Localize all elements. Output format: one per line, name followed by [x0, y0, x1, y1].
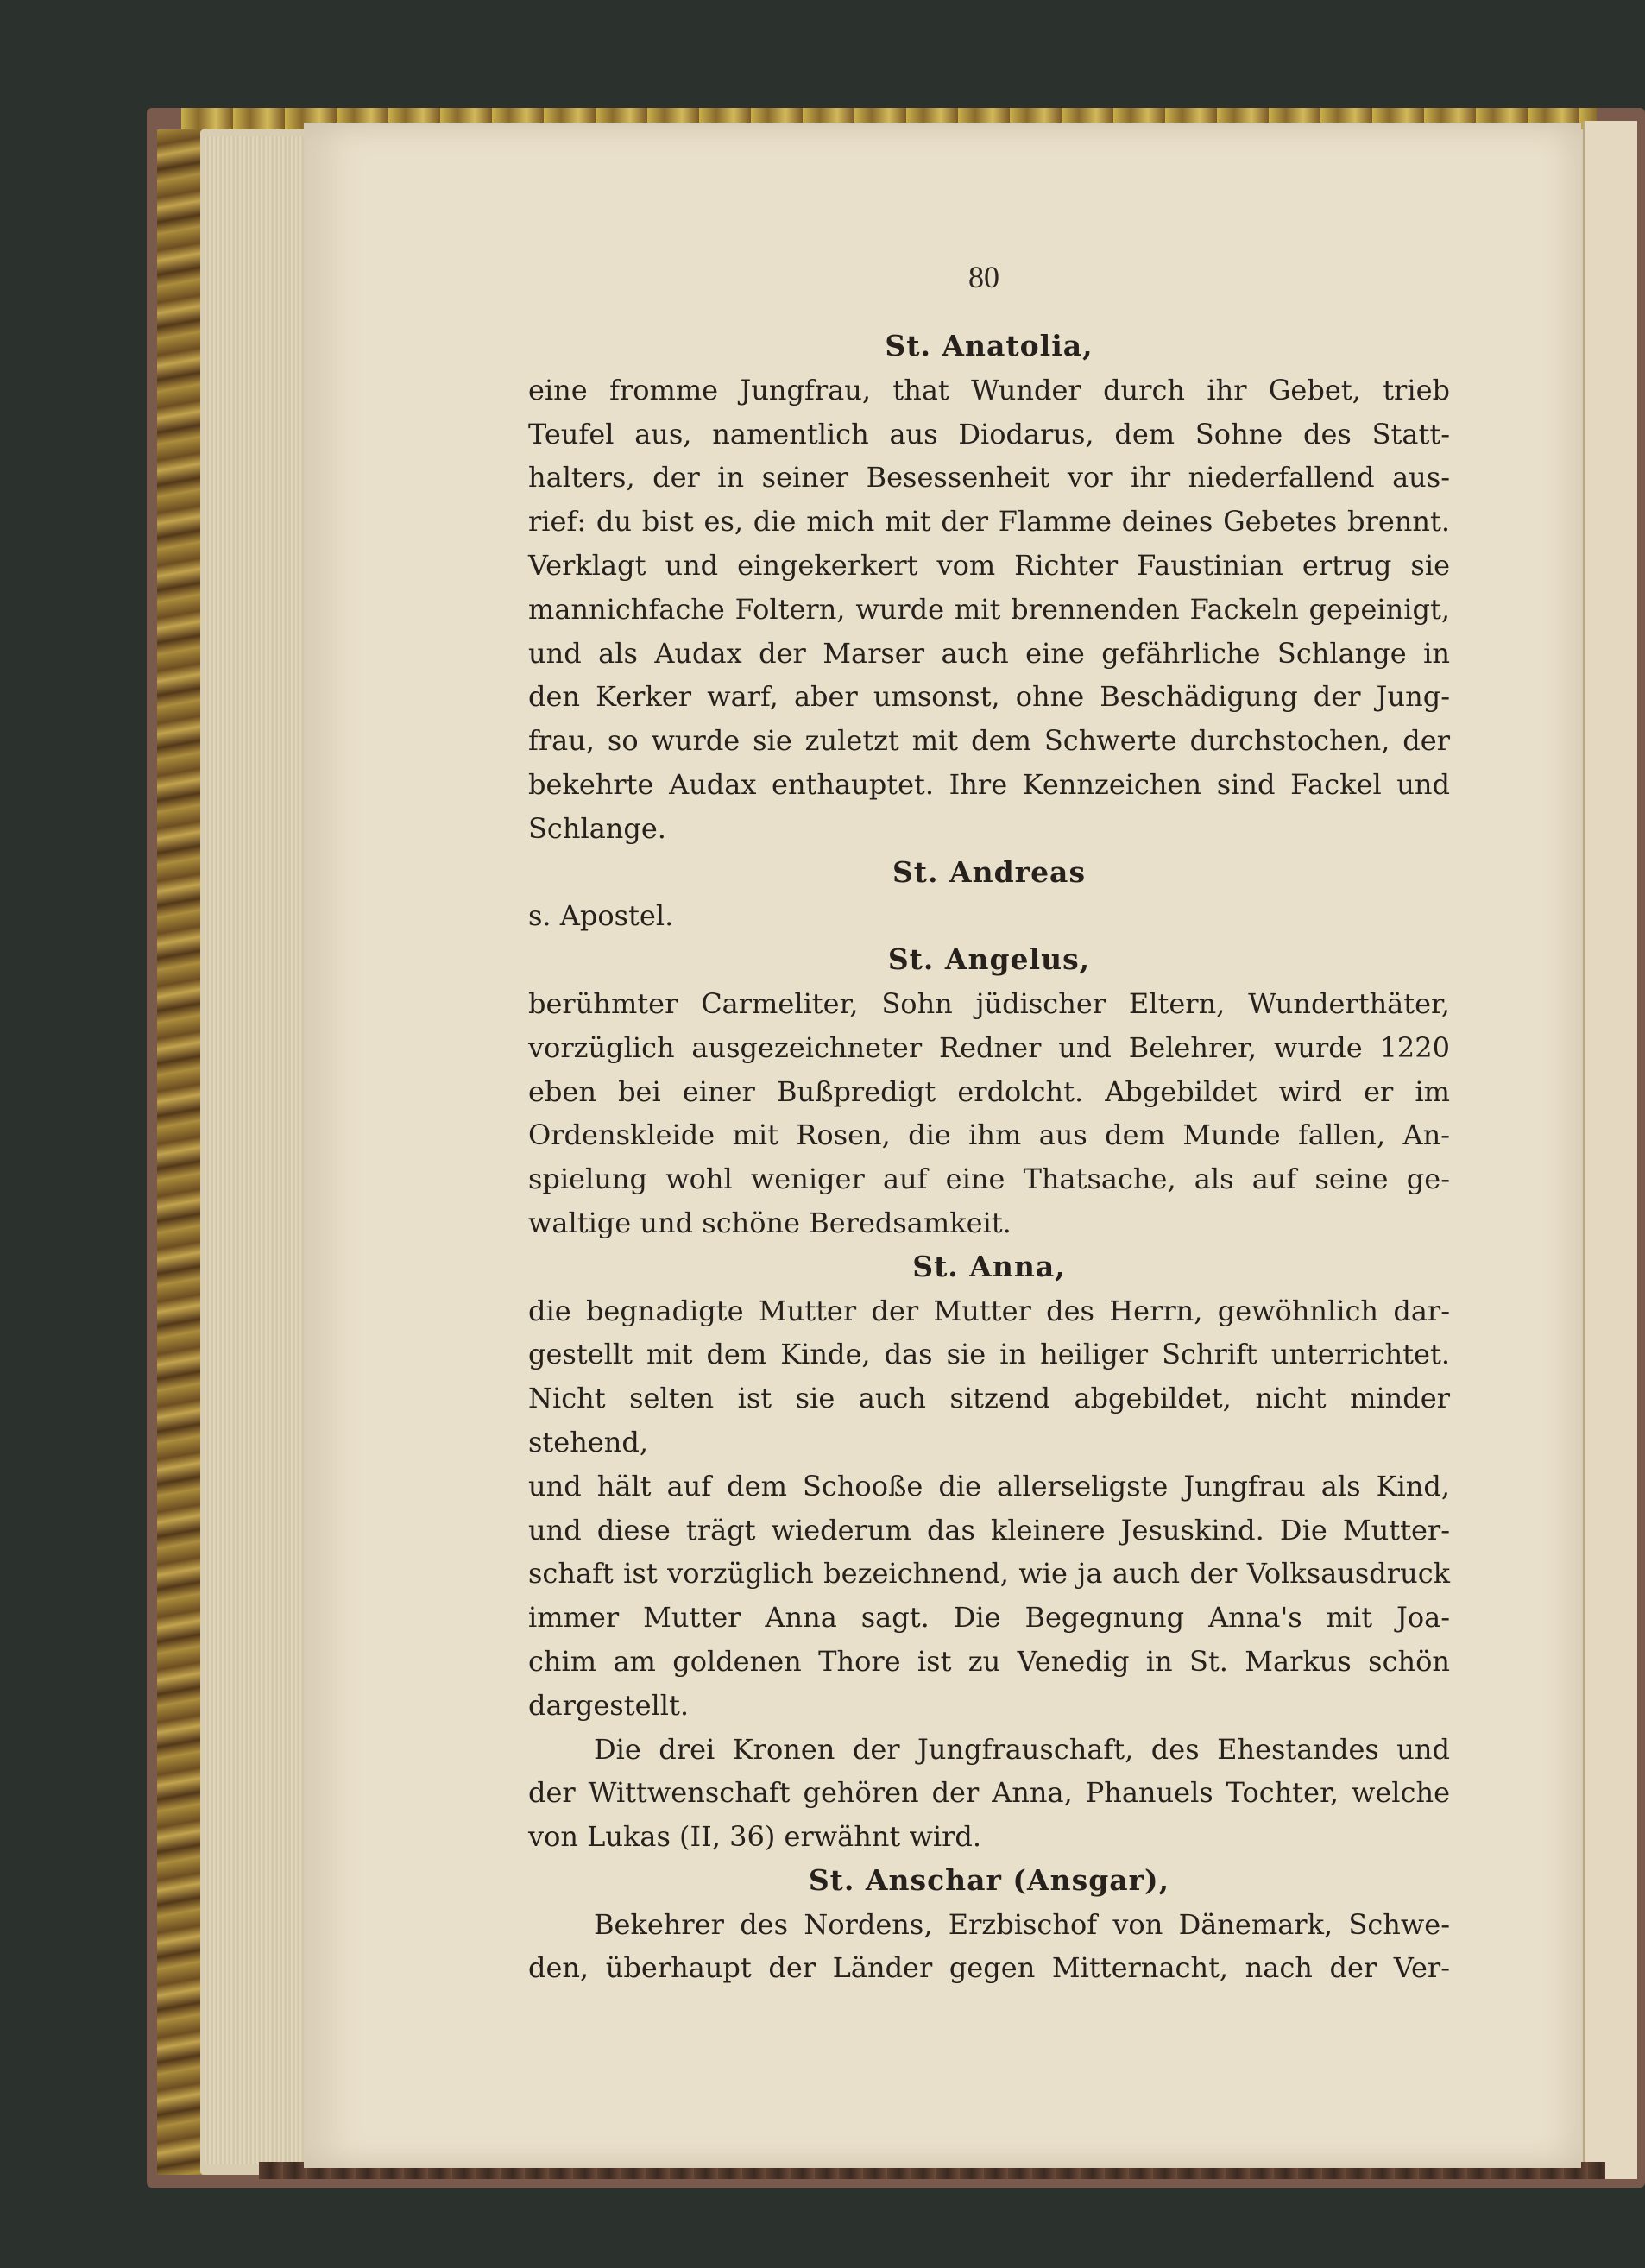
page-text	[528, 324, 1450, 1990]
text-line: eben bei einer Bußpredigt erdolcht. Abgebildet wird er im	[528, 1074, 1450, 1108]
text-line: mannichfache Foltern, wurde mit brennenden Fackeln gepeinigt,	[528, 592, 1450, 626]
text-line: Die drei Kronen der Jungfrauschaft, des Ehestandes und	[594, 1732, 1450, 1766]
entry-heading: St. Anatolia,	[885, 329, 1094, 362]
text-line: und hält auf dem Schooße die allerseligste Jungfrau als Kind,	[528, 1469, 1450, 1503]
text-line: vorzüglich ausgezeichneter Redner und Belehrer, wurde 1220	[528, 1030, 1450, 1064]
entry-heading: St. Anna,	[912, 1249, 1066, 1283]
text-line: bekehrte Audax enthauptet. Ihre Kennzeichen sind Fackel und	[528, 767, 1450, 801]
entry-heading: St. Angelus,	[887, 942, 1091, 977]
text-line: eine fromme Jungfrau, that Wunder durch ihr Gebet, trieb	[528, 373, 1450, 406]
text-line: halters, der in seiner Besessenheit vor ihr niederfallend aus-	[528, 461, 1450, 495]
text-line: schaft ist vorzüglich bezeichnend, wie ja auch der Volksausdruck	[528, 1557, 1450, 1591]
text-line: und als Audax der Marser auch eine gefährliche Schlange in	[528, 636, 1450, 670]
text-line: chim am goldenen Thore ist zu Venedig in St. Markus schön	[528, 1644, 1450, 1678]
text-line: der Wittwenschaft gehören der Anna, Phanuels Tochter, welche	[528, 1776, 1450, 1810]
text-line: rief: du bist es, die mich mit der Flamme deines Gebetes brennt.	[528, 505, 1450, 539]
text-line: Bekehrer des Nordens, Erzbischof von Dänemark, Schwe-	[594, 1907, 1450, 1941]
text-line: dargestellt.	[528, 1688, 689, 1722]
text-line: Ordenskleide mit Rosen, die ihm aus dem Munde fallen, An-	[528, 1118, 1450, 1152]
text-line: die begnadigte Mutter der Mutter des Herrn, gewöhnlich dar-	[528, 1294, 1450, 1327]
page-edges	[205, 136, 309, 2164]
text-line: Verklagt und eingekerkert vom Richter Faustinian ertrug sie	[528, 548, 1450, 582]
text-line: Teufel aus, namentlich aus Diodarus, dem Sohne des Statt-	[528, 417, 1450, 450]
entry-heading: St. Anschar (Ansgar),	[808, 1862, 1170, 1897]
facing-page-edge	[1583, 121, 1637, 2179]
text-line: s. Apostel.	[528, 899, 674, 933]
text-line: Schlange.	[528, 811, 666, 845]
text-line: den, überhaupt der Länder gegen Mitternacht, nach der Ver-	[528, 1951, 1450, 1985]
text-line: den Kerker warf, aber umsonst, ohne Beschädigung der Jung-	[528, 680, 1450, 714]
text-line: frau, so wurde sie zuletzt mit dem Schwerte durchstochen, der	[528, 724, 1450, 758]
text-line: waltige und schöne Beredsamkeit.	[528, 1206, 1012, 1239]
text-line: spielung wohl weniger auf eine Thatsache, als auf seine ge-	[528, 1162, 1450, 1196]
page-number: 80	[968, 260, 999, 294]
text-line: von Lukas (II, 36) erwähnt wird.	[528, 1820, 982, 1854]
entry-heading: St. Andreas	[892, 854, 1087, 889]
text-line: immer Mutter Anna sagt. Die Begegnung Anna's mit Joa-	[528, 1601, 1450, 1635]
text-line: Nicht selten ist sie auch sitzend abgebildet, nicht minder stehend,	[528, 1382, 1450, 1458]
text-line: gestellt mit dem Kinde, das sie in heiliger Schrift unterrichtet.	[528, 1338, 1450, 1371]
text-line: berühmter Carmeliter, Sohn jüdischer Eltern, Wunderthäter,	[528, 986, 1450, 1020]
text-line: und diese trägt wiederum das kleinere Jesuskind. Die Mutter-	[528, 1513, 1450, 1547]
